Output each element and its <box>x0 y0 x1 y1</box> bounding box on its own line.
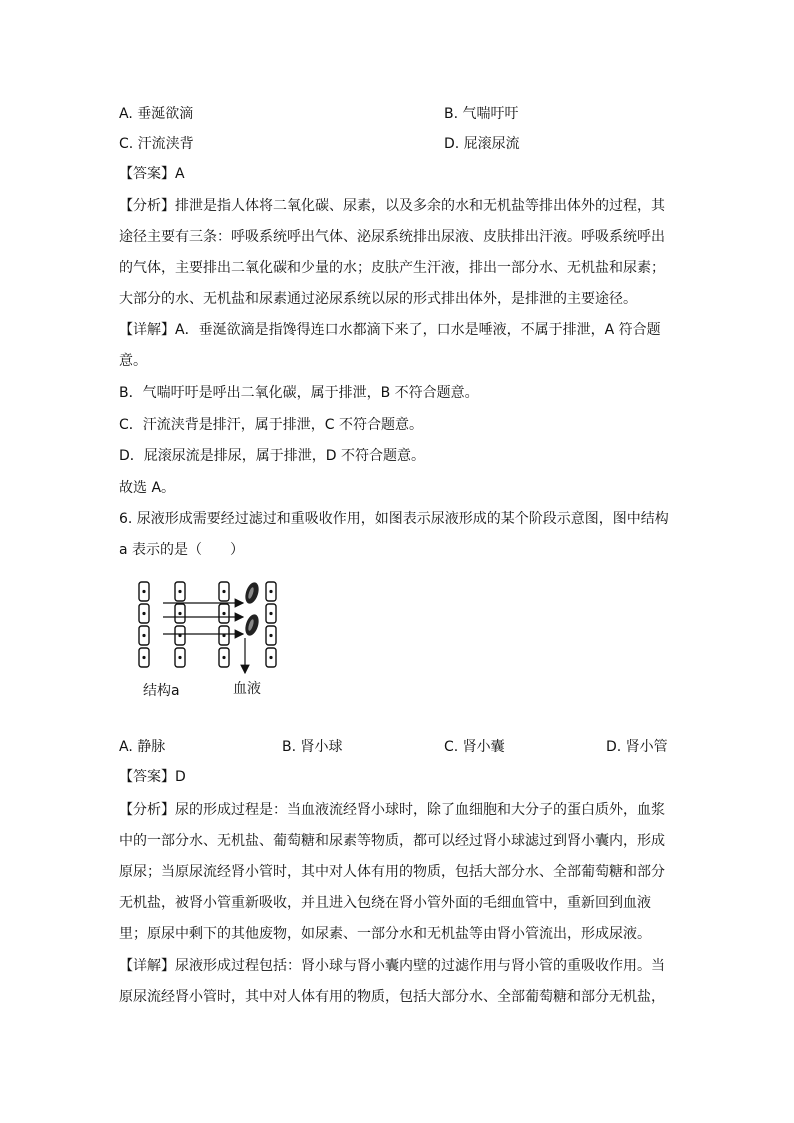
q6-option-c: C. 肾小囊 <box>444 739 505 755</box>
q6-option-d: D. 肾小管 <box>606 739 668 755</box>
q6-detail-line: 【详解】尿液形成过程包括：肾小球与肾小囊内壁的过滤作用与肾小管的重吸收作用。当 <box>119 958 665 974</box>
q6-stem-line: a 表示的是（ ） <box>119 542 245 558</box>
q6-detail-line: 原尿流经肾小管时，其中对人体有用的物质，包括大部分水、全部葡萄糖和部分无机盐， <box>119 989 665 1005</box>
q6-analysis-line: 中的一部分水、无机盐、葡萄糖和尿素等物质，都可以经过肾小球滤过到肾小囊内，形成 <box>119 833 665 849</box>
label-blood: 血液 <box>233 681 261 697</box>
q5-answer: 【答案】A <box>119 166 185 182</box>
q6-analysis-line: 原尿；当原尿流经肾小管时，其中对人体有用的物质，包括大部分水、全部葡萄糖和部分 <box>119 864 665 880</box>
q6-answer: 【答案】D <box>119 769 186 785</box>
q5-option-c: C. 汗流浃背 <box>119 136 194 152</box>
q5-detail-line: 故选 A。 <box>119 480 176 496</box>
q5-analysis-line: 大部分的水、无机盐和尿素通过泌尿系统以尿的形式排出体外，是排泄的主要途径。 <box>119 291 637 307</box>
q5-option-b: B. 气喘吁吁 <box>444 106 519 122</box>
q5-detail-line: D．屁滚尿流是排尿，属于排泄，D 不符合题意。 <box>119 448 426 464</box>
q6-analysis-line: 里；原尿中剩下的其他废物，如尿素、一部分水和无机盐等由肾小管流出，形成尿液。 <box>119 926 651 942</box>
q6-option-b: B. 肾小球 <box>282 739 343 755</box>
q6-analysis-line: 【分析】尿的形成过程是：当血液流经肾小球时，除了血细胞和大分子的蛋白质外，血浆 <box>119 802 665 818</box>
q5-analysis-line: 的气体，主要排出二氧化碳和少量的水；皮肤产生汗液，排出一部分水、无机盐和尿素； <box>119 260 665 276</box>
urine-formation-diagram <box>119 572 289 702</box>
cell-column-1 <box>139 582 149 667</box>
cell-column-4 <box>266 582 276 667</box>
q5-detail-line: C．汗流浃背是排汗，属于排泄，C 不符合题意。 <box>119 417 423 433</box>
q6-stem-line: 6. 尿液形成需要经过滤过和重吸收作用，如图表示尿液形成的某个阶段示意图，图中结构 <box>119 511 669 527</box>
q5-option-a: A. 垂涎欲滴 <box>119 106 194 122</box>
q5-analysis-line: 【分析】排泄是指人体将二氧化碳、尿素，以及多余的水和无机盐等排出体外的过程，其 <box>119 198 665 214</box>
label-structure-a: 结构a <box>143 683 180 699</box>
q5-option-d: D. 屁滚尿流 <box>444 136 520 152</box>
q5-detail-line: B．气喘吁吁是呼出二氧化碳，属于排泄，B 不符合题意。 <box>119 385 479 401</box>
red-blood-cells <box>243 581 261 638</box>
q5-detail-line: 【详解】A．垂涎欲滴是指馋得连口水都滴下来了，口水是唾液，不属于排泄，A 符合题 <box>119 322 661 338</box>
q5-detail-line: 意。 <box>119 353 147 369</box>
cell-column-3 <box>219 582 229 667</box>
q5-analysis-line: 途径主要有三条：呼吸系统呼出气体、泌尿系统排出尿液、皮肤排出汗液。呼吸系统呼出 <box>119 229 665 245</box>
q6-analysis-line: 无机盐，被肾小管重新吸收，并且进入包绕在肾小管外面的毛细血管中，重新回到血液 <box>119 895 651 911</box>
q6-option-a: A. 静脉 <box>119 739 166 755</box>
cell-column-2 <box>175 582 185 667</box>
